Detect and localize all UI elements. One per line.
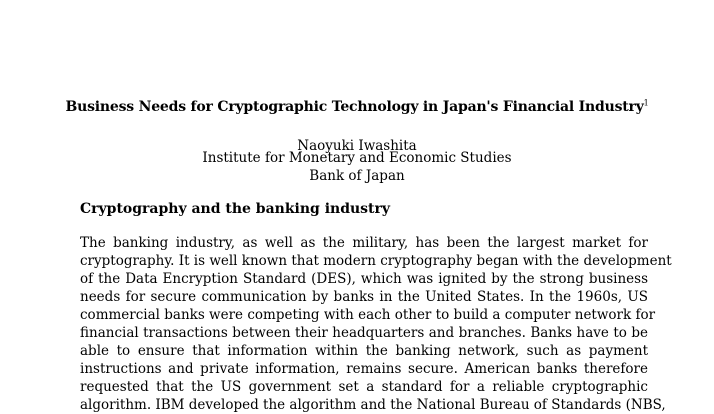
section-heading: Cryptography and the banking industry [80, 201, 391, 217]
body-paragraph [80, 234, 672, 414]
author-affiliation-institute: Institute for Monetary and Economic Studies [202, 150, 512, 166]
paragraph-line: commercial banks were competing with each other to build a computer network for [80, 307, 656, 323]
title-footnote-marker: 1 [643, 98, 649, 108]
author-name: Naoyuki Iwashita [297, 138, 417, 154]
paragraph-line: cryptography. It is well known that modern cryptography began with the development [80, 253, 672, 269]
paper-title [0, 98, 714, 116]
author-affiliation-bank: Bank of Japan [309, 168, 405, 184]
paragraph-line: financial transactions between their headquarters and branches. Banks have to be [80, 325, 648, 341]
paper-title-text: Business Needs for Cryptographic Technology in Japan's Financial Industry [65, 99, 644, 115]
paragraph-line: requested that the US government set a standard for a reliable cryptographic [80, 379, 648, 395]
paragraph-line: needs for secure communication by banks in the United States. In the 1960s, US [80, 289, 648, 305]
paragraph-line: The banking industry, as well as the military, has been the largest market for [80, 235, 648, 251]
paragraph-line: instructions and private information, remains secure. American banks therefore [80, 361, 648, 377]
paragraph-line: algorithm. IBM developed the algorithm and the National Bureau of Standards (NBS, [80, 397, 666, 413]
paragraph-line: of the Data Encryption Standard (DES), which was ignited by the strong business [80, 271, 648, 287]
paragraph-line: able to ensure that information within the banking network, such as payment [80, 343, 648, 359]
